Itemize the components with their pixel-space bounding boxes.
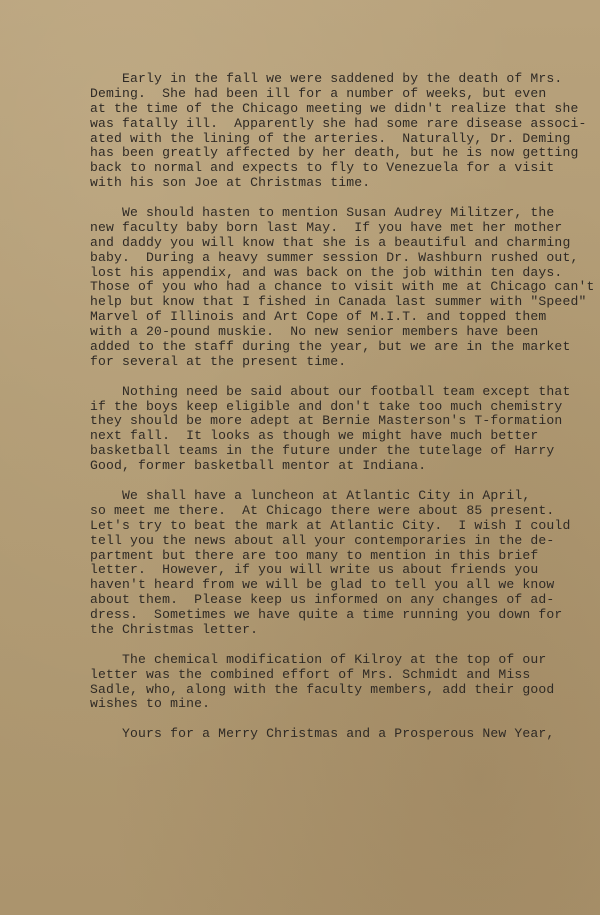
text-line: Deming. She had been ill for a number of weeks, but even (90, 85, 547, 101)
text-line: Marvel of Illinois and Art Cope of M.I.T. and topped them (90, 309, 547, 325)
paragraph-luncheon (90, 489, 590, 638)
text-line: the Christmas letter. (90, 621, 259, 637)
text-line: We shall have a luncheon at Atlantic City in April, (90, 487, 531, 503)
text-line: for several at the present time. (90, 353, 347, 369)
text-line: they should be more adept at Bernie Masterson's T-formation (90, 413, 563, 429)
text-line: Those of you who had a chance to visit with me at Chicago can't (90, 279, 595, 295)
text-line: dress. Sometimes we have quite a time running you down for (90, 607, 563, 623)
text-line: was fatally ill. Apparently she had some rare disease associ- (90, 115, 587, 131)
text-line: if the boys keep eligible and don't take too much chemistry (90, 398, 563, 414)
text-line: partment but there are too many to mention in this brief (90, 547, 539, 563)
text-line: so meet me there. At Chicago there were about 85 present. (90, 502, 555, 518)
text-line: at the time of the Chicago meeting we didn't realize that she (90, 100, 579, 116)
text-line: Early in the fall we were saddened by the death of Mrs. (90, 71, 563, 86)
text-line: Yours for a Merry Christmas and a Prosperous New Year, (90, 726, 555, 742)
paragraph-deming (90, 72, 590, 191)
text-line: letter. However, if you will write us about friends you (90, 562, 539, 578)
text-line: about them. Please keep us informed on any changes of ad- (90, 592, 555, 608)
text-line: baby. During a heavy summer session Dr. Washburn rushed out, (90, 249, 579, 265)
text-line: We should hasten to mention Susan Audrey Militzer, the (90, 205, 555, 221)
text-line: with his son Joe at Christmas time. (90, 175, 371, 191)
text-line: letter was the combined effort of Mrs. Schmidt and Miss (90, 666, 531, 682)
paragraph-sports (90, 385, 590, 474)
text-line: and daddy you will know that she is a beautiful and charming (90, 234, 571, 250)
text-line: back to normal and expects to fly to Venezuela for a visit (90, 160, 555, 176)
closing-line (90, 727, 590, 742)
text-line: with a 20-pound muskie. No new senior members have been (90, 324, 539, 340)
text-line: lost his appendix, and was back on the job within ten days. (90, 264, 563, 280)
text-line: basketball teams in the future under the tutelage of Harry (90, 443, 555, 459)
text-line: wishes to mine. (90, 696, 211, 712)
paragraph-kilroy (90, 653, 590, 713)
text-line: tell you the news about all your contemporaries in the de- (90, 532, 555, 548)
paragraph-faculty-news (90, 205, 595, 370)
text-line: help but know that I fished in Canada last summer with "Speed" (90, 294, 587, 310)
text-line: has been greatly affected by her death, but he is now getting (90, 145, 579, 161)
text-line: added to the staff during the year, but we are in the market (90, 339, 571, 355)
text-line: next fall. It looks as though we might have much better (90, 428, 539, 444)
letter-body (90, 71, 595, 757)
text-line: Nothing need be said about our football team except that (90, 383, 571, 399)
text-line: Good, former basketball mentor at Indiana. (90, 458, 427, 474)
text-line: Sadle, who, along with the faculty members, add their good (90, 681, 555, 697)
text-line: The chemical modification of Kilroy at the top of our (90, 651, 547, 667)
text-line: haven't heard from we will be glad to tell you all we know (90, 577, 555, 593)
text-line: Let's try to beat the mark at Atlantic City. I wish I could (90, 517, 571, 533)
text-line: new faculty baby born last May. If you have met her mother (90, 219, 563, 235)
text-line: ated with the lining of the arteries. Naturally, Dr. Deming (90, 130, 571, 146)
